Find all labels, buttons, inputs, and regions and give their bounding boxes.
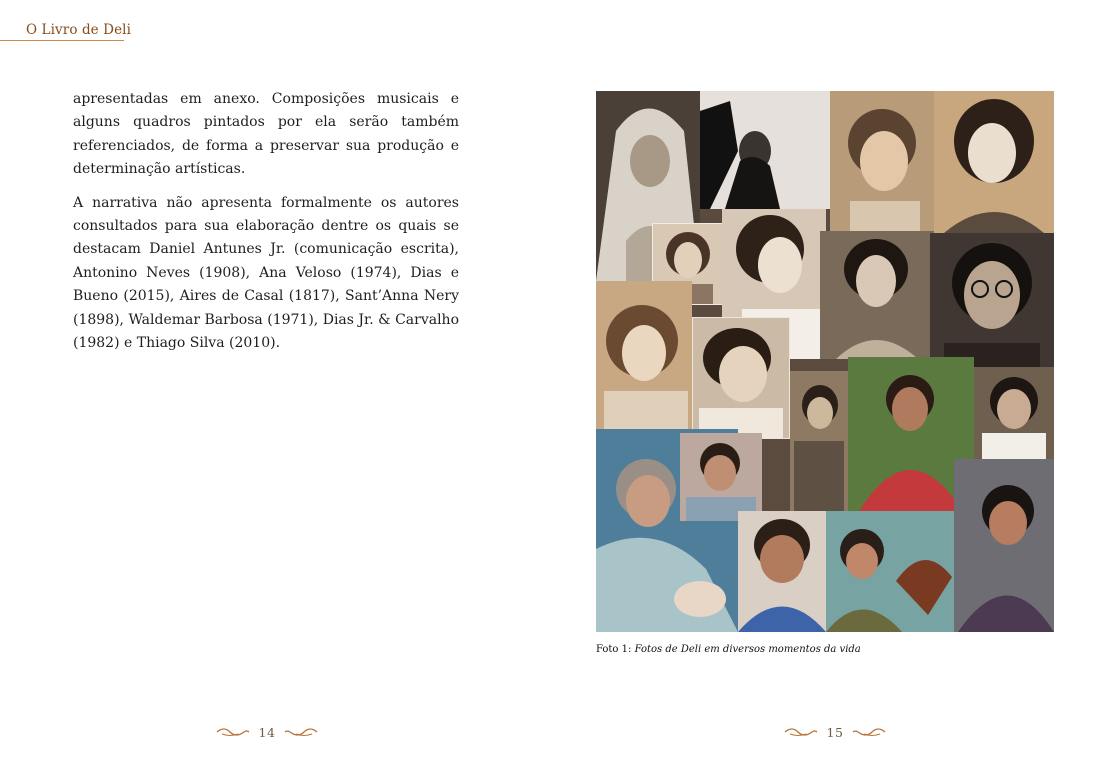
flourish-right-icon <box>284 726 318 738</box>
photo-portrait-smiling-elder <box>680 433 762 521</box>
photo-portrait-studio <box>820 231 934 359</box>
paragraph: A narrativa não apresenta formalmente os autores consultados para sua elaboração dentre os quais se destacam Daniel Antunes Jr. (comunicação escrita), Antonino Neves (1908), Ana Veloso (1974), Dias e Bueno (2015), Aires de Casal (1817), Sant’Anna Nery (1898), Waldemar Barbosa (1971), Dias Jr. & Carvalho (1982) e Thiago Silva (2010). <box>73 194 459 352</box>
photo-portrait-elder-white <box>974 367 1054 459</box>
running-header <box>0 22 132 41</box>
flourish-left-icon <box>784 726 818 738</box>
caption-prefix: Foto 1: <box>596 644 632 655</box>
photo-portrait-laughing <box>692 317 790 439</box>
photo-fan <box>826 511 954 632</box>
page-number-text: 14 <box>258 724 276 740</box>
photo-portrait-glasses <box>930 233 1054 369</box>
photo-portrait-sepia <box>790 371 848 511</box>
caption-text: Fotos de Deli em diversos momentos da vida <box>634 644 861 655</box>
photo-portrait-dotted-dress <box>954 459 1054 632</box>
flourish-right-icon <box>852 726 886 738</box>
book-title: O Livro de Deli <box>26 22 132 38</box>
flourish-left-icon <box>216 726 250 738</box>
paragraph: apresentadas em anexo. Composições musicais e alguns quadros pintados por ela serão também referenciados, de forma a preservar sua produção e determinação artísticas. <box>73 91 459 178</box>
photo-portrait-smile <box>830 91 934 231</box>
photo-collage <box>596 91 1054 632</box>
photo-portrait-faded <box>700 91 830 209</box>
photo-portrait-curls <box>934 91 1054 233</box>
figure-caption <box>596 644 861 655</box>
page-number-left <box>216 722 318 742</box>
photo-portrait-necklace <box>738 511 826 632</box>
page-number-right <box>784 722 886 742</box>
left-page-text <box>73 88 459 365</box>
page-number-text: 15 <box>826 724 844 740</box>
photo-portrait-young <box>596 281 692 429</box>
